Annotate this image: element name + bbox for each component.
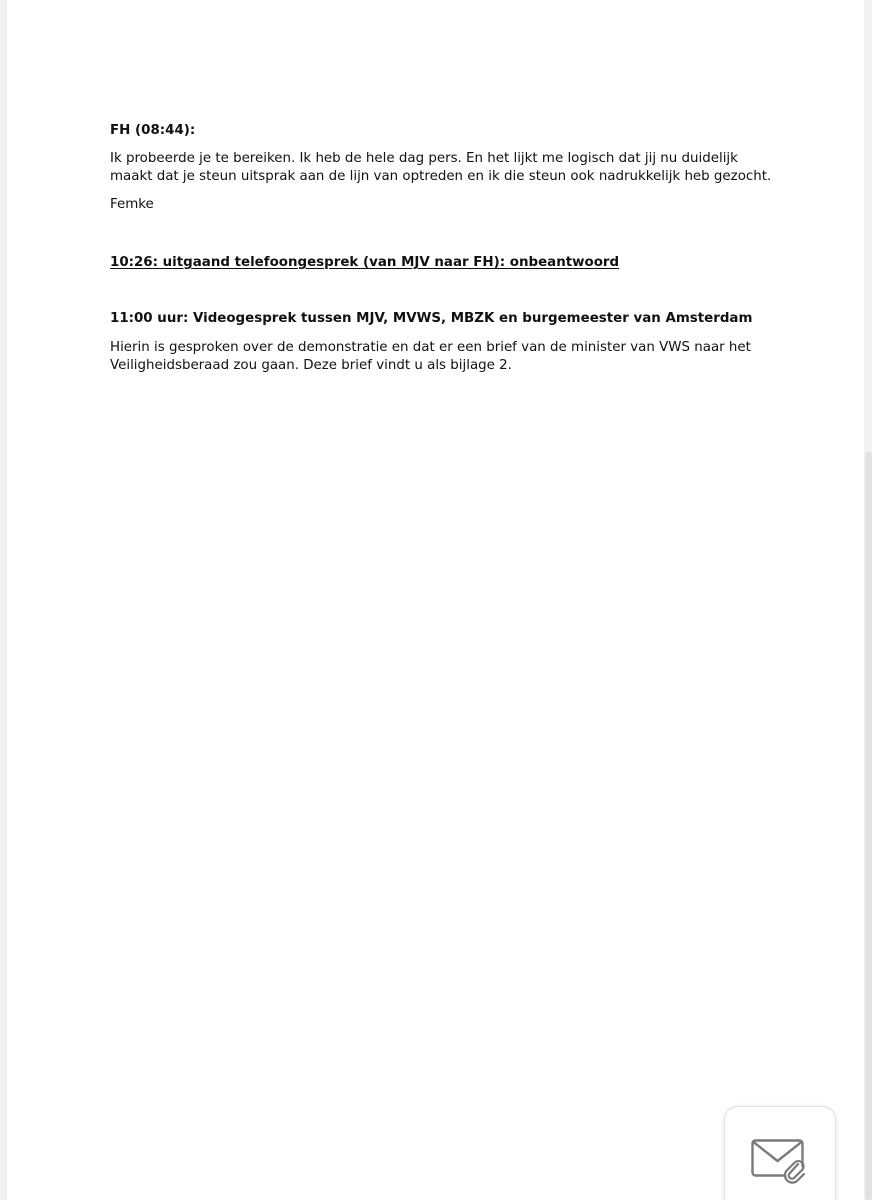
video-call-text-line: Veiligheidsberaad zou gaan. Deze brief vindt u als bijlage 2. — [110, 358, 512, 373]
scrollbar-thumb[interactable] — [865, 452, 872, 1200]
envelope-with-paperclip-icon — [751, 1139, 809, 1185]
message-line: Ik probeerde je te bereiken. Ik heb de hele dag pers. En het lijkt me logisch dat jij nu duidelijk — [110, 151, 738, 166]
page-content — [110, 122, 790, 375]
message-line: maakt dat je steun uitsprak aan de lijn van optreden en ik die steun ook nadrukkelijk heb gezocht. — [110, 169, 772, 184]
sender-heading: FH (08:44): — [110, 123, 196, 138]
scrollbar-track[interactable] — [864, 0, 872, 1200]
video-call-heading: 11:00 uur: Videogesprek tussen MJV, MVWS, MBZK en burgemeester van Amsterdam — [110, 311, 753, 326]
video-call-text-line: Hierin is gesproken over de demonstratie en dat er een brief van de minister van VWS naar het — [110, 340, 751, 355]
call-heading: 10:26: uitgaand telefoongesprek (van MJV naar FH): onbeantwoord — [110, 255, 620, 270]
mail-attachment-button[interactable] — [724, 1106, 836, 1200]
signature: Femke — [110, 197, 154, 212]
document-page — [7, 0, 864, 1200]
